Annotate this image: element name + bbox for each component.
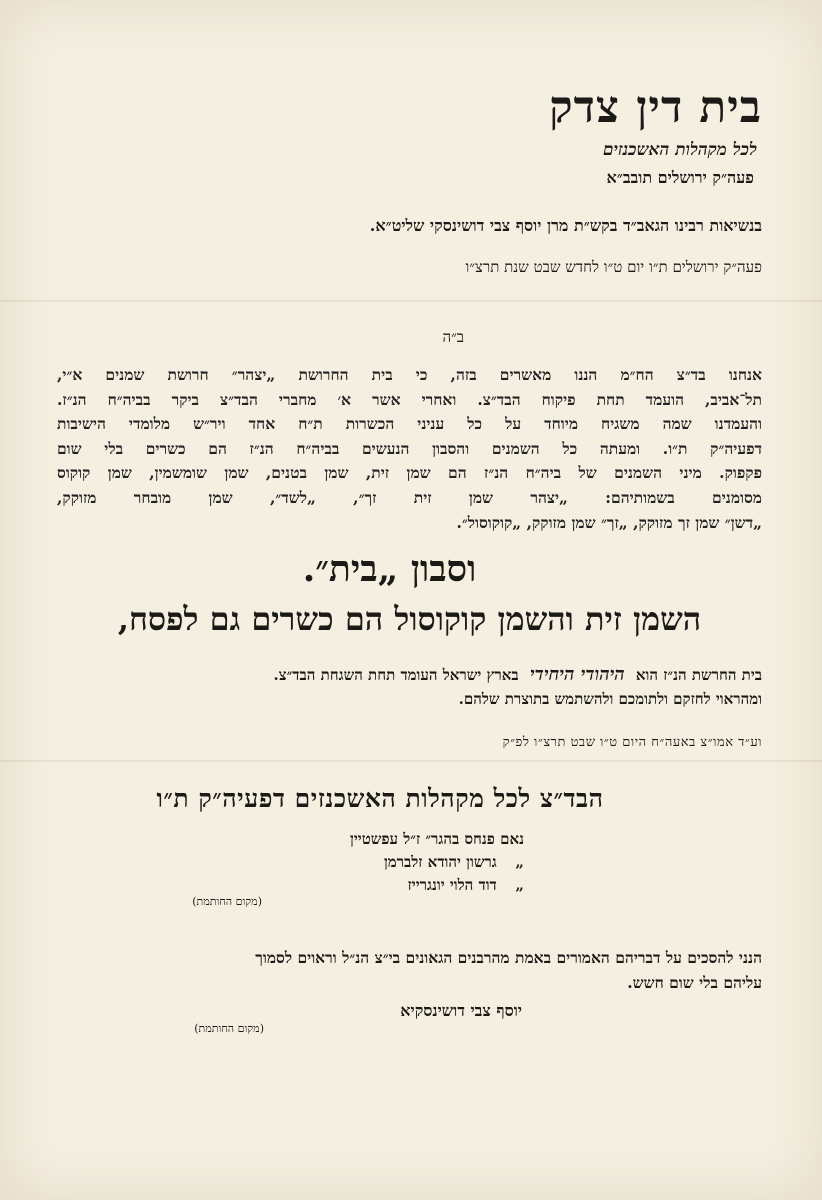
body-line: פקפוק. מיני השמנים של ביה״ח הנ״ז הם שמן זית, שמן בטנים, שמן שומשמין, שמן קוקוס xyxy=(57,463,762,483)
soap-headline: וסבון „בית״. xyxy=(302,548,477,590)
body-line: תל־אביב, הועמד תחת פיקוח הבד״צ. ואחרי אשר א׳ מחברי הבד״צ ביקר בביה״ח הנ״ז. xyxy=(57,389,762,409)
body-line: אנחנו בד״צ הח״מ הננו מאשרים בזה, כי בית החרושת „יצהר״ חרושת שמנים א״י, xyxy=(57,365,762,384)
body-paragraph xyxy=(57,363,762,535)
endorsement-line: עליהם בלי שום חשש. xyxy=(627,973,762,992)
ditto-mark: „ xyxy=(515,876,524,894)
signatory xyxy=(164,851,524,874)
factory-line-2: ומהראוי לחזקם ולתומכם ולהשתמש בתוצרת שלהם. xyxy=(458,690,762,708)
endorsement-paragraph xyxy=(57,945,762,995)
court-city: פעה״ק ירושלים תובב״א xyxy=(606,168,754,187)
court-signature: הבד״צ לכל מקהלות האשכנזים דפעיה״ק ת״ו xyxy=(156,784,604,813)
rabbi-signature: יוסף צבי דושינסקיא xyxy=(400,1001,522,1020)
stamp-placeholder: (מקום החותמת) xyxy=(194,1022,264,1035)
signatories-list xyxy=(164,828,524,897)
factory-paragraph xyxy=(57,663,762,711)
factory-line-1-start: בית החרשת הנ״ז הוא xyxy=(635,666,762,684)
body-line: „דשן״ שמן זך מזוקק, „זך״ שמן מזוקק, „קוקוסול״. xyxy=(456,512,762,532)
body-line: דפעיה״ק ת״ו. ומעתה כל השמנים והסבון הנעשים בביה״ח הנ״ז הם כשרים בלי שום xyxy=(57,438,762,458)
endorsement-line: הנני להסכים על דבריהם האמורים באמת מהרבנים הגאונים בי״צ הנ״ל וראוים לסמוך xyxy=(255,948,762,967)
paper-fold xyxy=(0,300,822,302)
body-line: מסומנים בשמותיהם: „יצהר שמן זית זך״, „לשד״, שמן מובחר מזוקק, xyxy=(57,487,762,507)
signatory-name: גרשון יהודא זלברמן xyxy=(383,853,497,871)
factory-line-1-end: בארץ ישראל העומד תחת השגחת הבד״צ. xyxy=(273,666,519,684)
signatory-name: דוד הלוי יונגרייז xyxy=(407,876,497,894)
signatory xyxy=(164,828,524,851)
presidency-line: בנשיאות רבינו הגאב״ד בקש״ת מרן יוסף צבי דושינסקי שליט״א. xyxy=(369,216,762,235)
ditto-mark: „ xyxy=(515,853,524,871)
factory-emphasis: היהודי היחידי xyxy=(529,664,625,685)
stamp-placeholder: (מקום החותמת) xyxy=(192,895,262,908)
factory-line-1 xyxy=(57,663,762,687)
body-line: והעמדנו שמה משגיח מיוחד על כל עניני הכשרות ת״ח אחד ויר״ש מלומדי הישיבות xyxy=(57,414,762,434)
signatory-name: נאם פנחס בהגר״ ז״ל עפשטיין xyxy=(350,830,524,848)
date-line: פעה״ק ירושלים ת״ו יום ט״ו לחדש שבט שנת תרצ״ו xyxy=(465,258,762,276)
passover-headline: השמן זית והשמן קוקוסול הם כשרים גם לפסח, xyxy=(117,600,702,638)
bh-mark: ב״ה xyxy=(442,328,464,346)
court-title: בית דין צדק xyxy=(549,82,762,133)
paper-fold xyxy=(0,760,822,762)
signed-date-line: וע״ד אמו״צ באעה״ח היום ט״ו שבט תרצ״ו לפ״ק xyxy=(502,735,762,750)
court-subtitle: לכל מקהלות האשכנזים xyxy=(602,140,757,160)
signatory xyxy=(164,874,524,897)
